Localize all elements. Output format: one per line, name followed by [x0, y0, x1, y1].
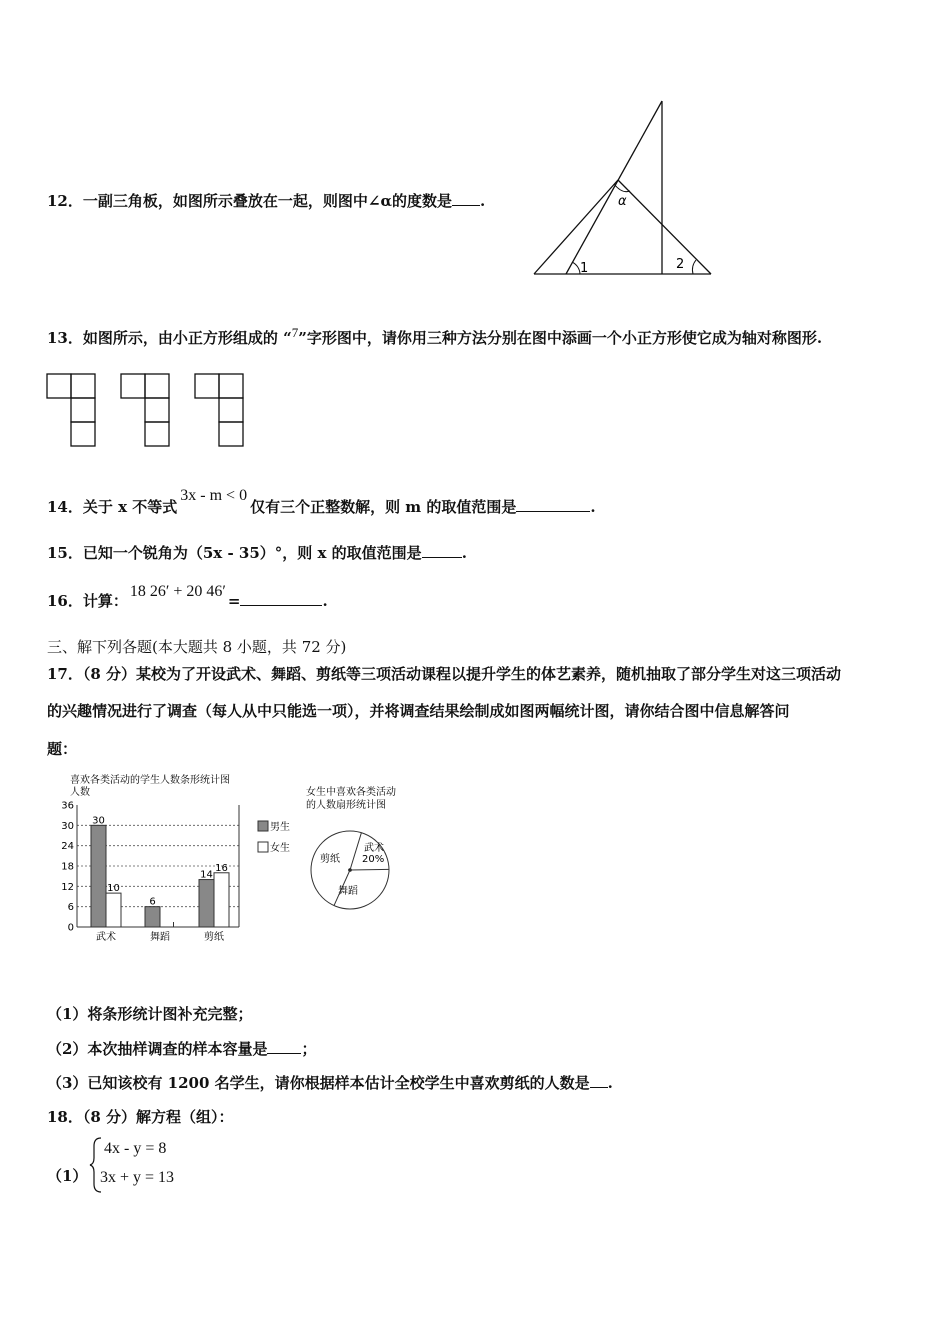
question-15: [47, 542, 467, 563]
bar-value-label: 30: [92, 815, 105, 827]
q17-sub1: （1）将条形统计图补充完整；: [47, 1005, 253, 1023]
q13-shape-c: [195, 374, 243, 446]
q18-title: 18．（8 分）解方程（组）：: [47, 1108, 234, 1126]
bar-category-label: 武术: [96, 932, 116, 943]
bar-ytick-label: 12: [61, 881, 74, 893]
bar-chart: [48, 770, 300, 952]
bar-ytick-label: 30: [61, 820, 74, 832]
pie-slice-percent: 20%: [362, 854, 385, 865]
legend-boys-swatch: [258, 821, 268, 831]
q17-sub2-text: （2）本次抽样调查的样本容量是: [47, 1040, 268, 1058]
bar-chart-title: 喜欢各类活动的学生人数条形统计图: [70, 775, 230, 786]
question-14: [47, 487, 596, 517]
question-16: [47, 583, 328, 611]
bar-value-label: 16: [215, 862, 228, 874]
q18-eq2: 3x + y = 13: [100, 1169, 175, 1186]
q14-answer-blank: [516, 497, 590, 512]
q13-shape-a: [47, 374, 95, 446]
pie-slice-label-剪纸: 剪纸: [320, 854, 340, 865]
q17-sub3-blank: [590, 1073, 608, 1088]
q12-tail: .: [480, 192, 486, 210]
q18-eq1: 4x - y = 8: [104, 1140, 167, 1157]
q13-shape-b: [121, 374, 169, 446]
bar-ytick-label: 24: [61, 841, 74, 853]
q17-sub3-tail: .: [607, 1074, 613, 1092]
q16-tail: .: [322, 592, 328, 610]
q17-sub3: [47, 1072, 613, 1093]
q17-line2: 的兴趣情况进行了调查（每人从中只能选一项），并将调查结果绘制成如图两幅统计图，请你结合图中信息解答问: [47, 702, 790, 720]
section-3-heading: 三、解下列各题(本大题共 8 小题，共 72 分): [47, 638, 347, 656]
legend-girls-label: 女生: [270, 843, 290, 854]
q14-post: 仅有三个正整数解，则 m 的取值范围是: [250, 498, 517, 516]
q13-pre: 13．如图所示，由小正方形组成的 “: [47, 329, 292, 347]
q14-tail: .: [590, 498, 596, 516]
bar-ytick-label: 36: [61, 800, 74, 812]
bar-value-label: 14: [200, 869, 213, 881]
q13-seven-shapes: [45, 372, 255, 450]
q16-pre: 16．计算：: [47, 592, 128, 610]
q17-sub2-blank: [267, 1039, 301, 1054]
bar-chart-ylabel: 人数: [70, 787, 90, 798]
bar-男生-剪纸: [199, 880, 214, 927]
q16-equals: =: [227, 592, 241, 610]
pie-chart-title-2: 的人数扇形统计图: [306, 800, 386, 811]
pie-chart-title-1: 女生中喜欢各类活动: [306, 787, 396, 798]
q17-line3: 题：: [47, 740, 78, 758]
q13-post: ”字形图中，请你用三种方法分别在图中添画一个小正方形使它成为轴对称图形.: [298, 329, 823, 347]
question-13: [47, 325, 822, 348]
pie-slice-label-舞蹈: 舞蹈: [338, 886, 358, 897]
pie-chart: [302, 782, 414, 917]
question-12: [47, 190, 485, 211]
q12-answer-blank: [452, 191, 480, 206]
bar-女生-剪纸: [214, 873, 229, 927]
q12-triangle-figure: [530, 98, 715, 280]
q12-alpha-label: α: [618, 194, 627, 209]
q12-angle2-label: 2: [676, 257, 685, 272]
q13-seven: 7: [291, 325, 299, 340]
q15-tail: .: [461, 544, 467, 562]
legend-boys-label: 男生: [270, 822, 290, 833]
q12-text: 12．一副三角板，如图所示叠放在一起，则图中∠α的度数是: [47, 192, 452, 210]
bar-ytick-label: 0: [67, 922, 74, 934]
bar-category-label: 舞蹈: [150, 932, 170, 943]
q18-sub1: （1）: [47, 1167, 88, 1185]
q17-sub2-tail: ；: [301, 1040, 317, 1058]
q14-inequality: 3x - m < 0: [180, 487, 248, 504]
bar-value-label: 10: [107, 883, 120, 895]
pie-slice-label-武术: 武术: [364, 843, 384, 854]
pie-slice-boundary-剪纸: [350, 869, 389, 870]
q17-sub3-text: （3）已知该校有 1200 名学生，请你根据样本估计全校学生中喜欢剪纸的人数是: [47, 1074, 590, 1092]
q15-answer-blank: [422, 543, 462, 558]
q12-angle1-label: 1: [580, 261, 589, 276]
bar-value-label: 6: [149, 896, 156, 908]
bar-女生-武术: [106, 893, 121, 927]
bar-category-label: 剪纸: [204, 932, 224, 943]
bar-ytick-label: 18: [61, 861, 74, 873]
q17-sub2: [47, 1038, 316, 1059]
legend-girls-swatch: [258, 842, 268, 852]
q16-answer-blank: [240, 591, 322, 606]
q17-line1: 17．（8 分）某校为了开设武术、舞蹈、剪纸等三项活动课程以提升学生的体艺素养，随机抽取了部分学生对这三项活动: [47, 665, 842, 683]
bar-ytick-label: 6: [67, 902, 74, 914]
bar-男生-武术: [91, 825, 106, 927]
q16-expression: 18 26′ + 20 46′: [129, 583, 226, 600]
q14-pre: 14．关于 x 不等式: [47, 498, 178, 516]
q15-text: 15．已知一个锐角为（5x - 35）°，则 x 的取值范围是: [47, 544, 422, 562]
bar-男生-舞蹈: [145, 907, 160, 927]
